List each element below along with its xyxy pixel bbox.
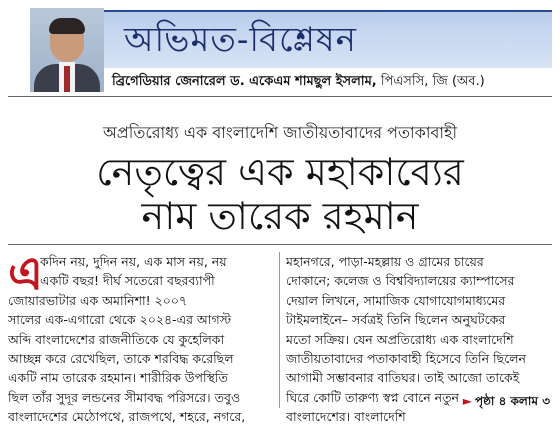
drop-cap: এ bbox=[8, 246, 43, 300]
body-line: দেয়াল লিখনে, সামাজিক যোগাযোগমাধ্যমের bbox=[286, 292, 506, 308]
body-line: বাংলাদেশের মেঠোপথে, রাজপথে, শহরে, নগরে, bbox=[8, 409, 246, 425]
body-column-1 bbox=[8, 246, 274, 427]
author-photo bbox=[30, 8, 104, 92]
continued-label: পৃষ্ঠা ৪ কলাম ৩ bbox=[474, 394, 550, 408]
body-line: একটি নাম তারেক রহমান। শারীরিক উপস্থিতি bbox=[8, 370, 228, 386]
body-line: মহানগরে, পাড়া-মহল্লায় ও গ্রামের চায়ের bbox=[286, 254, 484, 269]
body-line: ছিল তাঁর সুদূর লন্ডনের সীমাবদ্ধ পরিসরে। তবুও bbox=[8, 389, 241, 405]
body-line: দোকানে; কলেজ ও বিশ্ববিদ্যালয়ের ক্যাম্পাসের bbox=[286, 273, 515, 289]
body-line: অব্দি বাংলাদেশের রাজনীতিকে যে কুহেলিকা bbox=[8, 331, 225, 347]
section-title: অভিমত-বিশ্লেষন bbox=[124, 20, 357, 60]
arrow-right-icon: ► bbox=[462, 394, 472, 408]
continued-on-page[interactable] bbox=[463, 393, 550, 413]
body-line: টাইমলাইনে– সর্বত্রই তিনি ছিলেন অনুঘটকের bbox=[286, 312, 506, 328]
byline bbox=[112, 72, 485, 93]
body-line: আচ্ছন্ন করে রেখেছিল, তাকে শরবিদ্ধ করেছিল bbox=[8, 351, 234, 367]
body-line: কদিন নয়, দুদিন নয়, এক মাস নয়, নয় bbox=[40, 254, 227, 269]
body-line: জোয়ারভাটার এক অমানিশা! ২০০৭ bbox=[8, 292, 188, 308]
byline-name: ব্রিগেডিয়ার জেনারেল ড. একেএম শামছুল ইসলাম, bbox=[112, 74, 377, 89]
author-hair bbox=[49, 18, 85, 34]
body-line: ঘিরে কোটি তারুণ্য স্বপ্ন বোনে নতুন bbox=[286, 389, 459, 405]
top-rule bbox=[8, 96, 552, 97]
body-line: মতো সক্রিয়। যেন অপ্রতিরোধ্য এক বাংলাদেশি bbox=[286, 331, 514, 347]
headline-line-1: নেতৃত্বের এক মহাকাব্যের bbox=[96, 150, 464, 194]
body-line: একটি বছর! দীর্ঘ সতেরো বছরব্যাপী bbox=[40, 273, 215, 289]
body-line: বাংলাদেশের। বাংলাদেশি bbox=[286, 409, 406, 425]
body-line: সালের এক-এগারো থেকে ২০২৪-এর আগস্ট bbox=[8, 312, 232, 328]
byline-suffix: পিএসসি, জি (অব.) bbox=[376, 74, 485, 89]
kicker: অপ্রতিরোধ্য এক বাংলাদেশি জাতীয়তাবাদের পতাকাবাহী bbox=[102, 123, 458, 142]
body-line: জাতীয়তাবাদের পতাকাবাহী হিসেবে তিনি ছিলেন bbox=[286, 351, 526, 367]
body-line: আগামী সম্ভাবনার বাতিঘর। তাই আজো তাকেই bbox=[286, 370, 520, 386]
headline-line-2: নাম তারেক রহমান bbox=[141, 194, 419, 238]
headline-rule bbox=[8, 244, 552, 245]
author-tie bbox=[64, 66, 70, 92]
column-divider bbox=[279, 252, 280, 408]
